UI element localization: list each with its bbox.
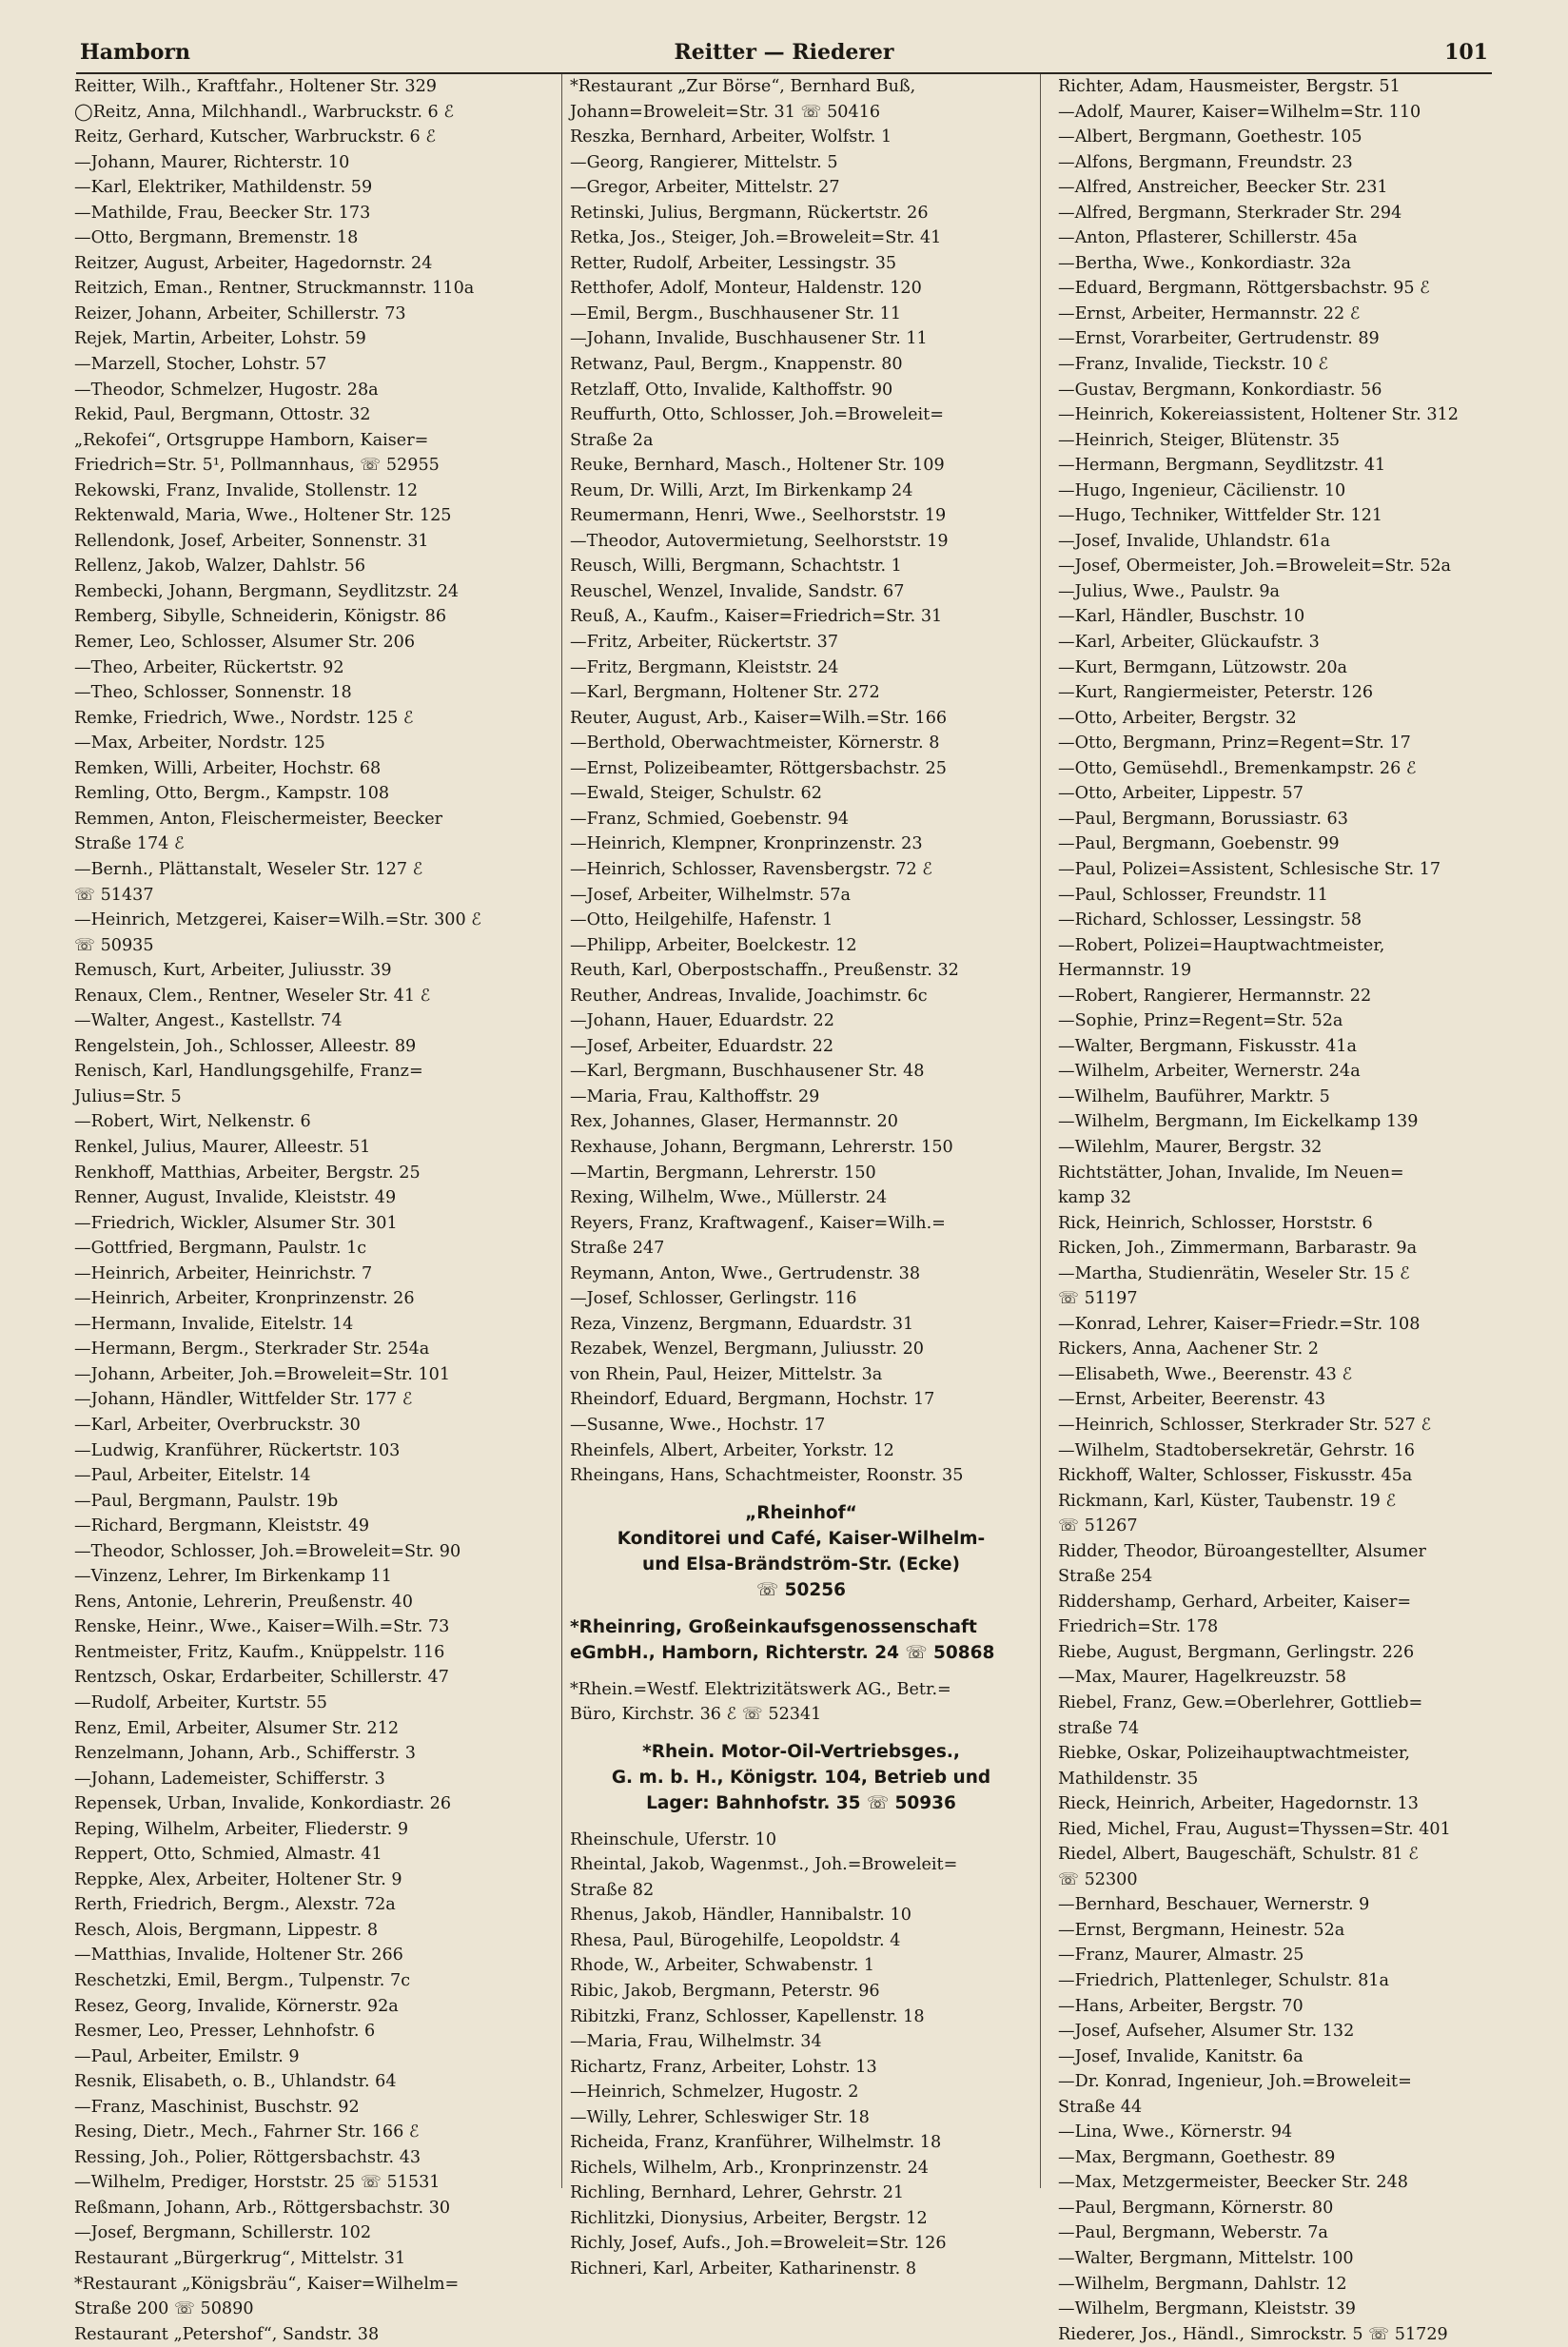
directory-entry: —Georg, Rangierer, Mittelstr. 5 (570, 152, 838, 172)
directory-entry: Reitter, Wilh., Kraftfahr., Holtener Str. 329 (74, 77, 438, 96)
directory-entry: Straße 200 ☏ 50890 (74, 2299, 254, 2319)
directory-entry: Retthofer, Adolf, Monteur, Haldenstr. 120 (570, 279, 922, 299)
advert-line: Konditorei und Café, Kaiser-Wilhelm- (617, 1528, 986, 1549)
directory-entry: —Heinrich, Klempner, Kronprinzenstr. 23 (570, 834, 923, 854)
directory-entry: —Ernst, Bergmann, Heinestr. 52a (1058, 1920, 1345, 1940)
directory-entry: —Karl, Arbeiter, Overbruckstr. 30 (74, 1415, 361, 1435)
directory-entry: Restaurant „Petershof“, Sandstr. 38 (74, 2324, 380, 2344)
directory-entry: Rhesa, Paul, Bürogehilfe, Leopoldstr. 4 (570, 1930, 901, 1950)
directory-entry: —Otto, Arbeiter, Bergstr. 32 (1058, 708, 1297, 728)
directory-entry: —Heinrich, Arbeiter, Kronprinzenstr. 26 (74, 1289, 415, 1309)
directory-entry: Richeida, Franz, Kranführer, Wilhelmstr. 18 (570, 2133, 942, 2153)
directory-entry: *Restaurant „Königsbräu“, Kaiser=Wilhelm= (74, 2274, 460, 2294)
directory-entry: —Walter, Bergmann, Fiskusstr. 41a (1058, 1036, 1357, 1056)
directory-entry: Rellendonk, Josef, Arbeiter, Sonnenstr. 31 (74, 531, 429, 551)
directory-entry: —Bernh., Plättanstalt, Weseler Str. 127 ℰ (74, 859, 423, 879)
directory-entry: Renkel, Julius, Maurer, Alleestr. 51 (74, 1137, 371, 1157)
directory-entry: Resnik, Elisabeth, o. B., Uhlandstr. 64 (74, 2072, 397, 2092)
directory-entry: —Josef, Arbeiter, Wilhelmstr. 57a (570, 885, 852, 905)
directory-entry: Richtstätter, Johan, Invalide, Im Neuen= (1058, 1163, 1404, 1183)
directory-entry: Reitzich, Eman., Rentner, Struckmannstr. 110a (74, 279, 475, 299)
directory-entry: —Max, Maurer, Hagelkreuzstr. 58 (1058, 1668, 1346, 1688)
directory-entry: Richter, Adam, Hausmeister, Bergstr. 51 (1058, 77, 1401, 96)
directory-entry: —Gregor, Arbeiter, Mittelstr. 27 (570, 178, 840, 198)
directory-entry: —Paul, Bergmann, Weberstr. 7a (1058, 2223, 1328, 2243)
directory-entry: Richels, Wilhelm, Arb., Kronprinzenstr. 24 (570, 2158, 930, 2178)
directory-entry: Reuffurth, Otto, Schlosser, Joh.=Broweleit= (570, 405, 944, 425)
directory-entry: —Heinrich, Schlosser, Sterkrader Str. 527 ℰ (1058, 1415, 1432, 1435)
directory-entry: Rezabek, Wenzel, Bergmann, Juliusstr. 20 (570, 1340, 925, 1359)
directory-entry: —Emil, Bergm., Buschhausener Str. 11 (570, 303, 902, 323)
directory-entry: —Gottfried, Bergmann, Paulstr. 1c (74, 1239, 367, 1259)
directory-entry: Renkhoff, Matthias, Arbeiter, Bergstr. 25 (74, 1163, 421, 1183)
directory-entry: Büro, Kirchstr. 36 ℰ ☏ 52341 (570, 1705, 822, 1725)
directory-entry: Renzelmann, Johann, Arb., Schifferstr. 3 (74, 1744, 416, 1764)
column-2-entries-mid (570, 1677, 1032, 1728)
directory-entry: —Wilhelm, Bergmann, Kleiststr. 39 (1058, 2299, 1356, 2319)
column-2 (561, 74, 1041, 2279)
directory-entry: Remke, Friedrich, Wwe., Nordstr. 125 ℰ (74, 708, 414, 728)
directory-entry: —Konrad, Lehrer, Kaiser=Friedr.=Str. 108 (1058, 1314, 1421, 1334)
directory-entry: —Johann, Maurer, Richterstr. 10 (74, 152, 350, 172)
directory-entry: Ribitzki, Franz, Schlosser, Kapellenstr. 18 (570, 2006, 925, 2026)
directory-entry: —Friedrich, Plattenleger, Schulstr. 81a (1058, 1971, 1389, 1991)
directory-entry: —Johann, Lademeister, Schifferstr. 3 (74, 1769, 385, 1789)
directory-entry: Retwanz, Paul, Bergm., Knappenstr. 80 (570, 355, 903, 375)
directory-entry: —Karl, Bergmann, Buschhausener Str. 48 (570, 1062, 925, 1082)
directory-entry: —Max, Bergmann, Goethestr. 89 (1058, 2147, 1336, 2167)
directory-entry: —Susanne, Wwe., Hochstr. 17 (570, 1415, 826, 1435)
directory-entry: Ressing, Joh., Polier, Röttgersbachstr. 43 (74, 2147, 421, 2167)
directory-entry: von Rhein, Paul, Heizer, Mittelstr. 3a (570, 1364, 883, 1384)
advert-line: *Rheinring, Großeinkaufsgenossenschaft (570, 1616, 977, 1637)
directory-entry: ☏ 51437 (74, 885, 154, 905)
directory-entry: Retka, Jos., Steiger, Joh.=Broweleit=Str. 41 (570, 228, 942, 248)
directory-entry: —Theodor, Schmelzer, Hugostr. 28a (74, 380, 379, 400)
directory-entry: —Paul, Arbeiter, Eitelstr. 14 (74, 1466, 311, 1486)
directory-entry: —Adolf, Maurer, Kaiser=Wilhelm=Str. 110 (1058, 102, 1421, 122)
directory-entry: ☏ 51197 (1058, 1289, 1138, 1309)
directory-entry: —Sophie, Prinz=Regent=Str. 52a (1058, 1011, 1343, 1031)
directory-entry: *Rhein.=Westf. Elektrizitätswerk AG., Betr.= (570, 1679, 951, 1699)
directory-entry: Retinski, Julius, Bergmann, Rückertstr. 26 (570, 203, 929, 223)
directory-entry: —Fritz, Arbeiter, Rückertstr. 37 (570, 633, 839, 653)
directory-entry: ☏ 52300 (1058, 1869, 1138, 1889)
column-3 (1058, 74, 1520, 2344)
directory-entry: Straße 82 (570, 1880, 655, 1900)
directory-entry: —Josef, Aufseher, Alsumer Str. 132 (1058, 2022, 1355, 2042)
directory-entry: Reuß, A., Kaufm., Kaiser=Friedrich=Str. 31 (570, 607, 943, 627)
directory-entry: Reszka, Bernhard, Arbeiter, Wolfstr. 1 (570, 127, 892, 147)
directory-entry: —Maria, Frau, Wilhelmstr. 34 (570, 2032, 822, 2052)
directory-entry: Richlitzki, Dionysius, Arbeiter, Bergstr. 12 (570, 2208, 928, 2228)
directory-entry: —Heinrich, Metzgerei, Kaiser=Wilh.=Str. 300 ℰ (74, 910, 481, 930)
directory-entry: Ricken, Joh., Zimmermann, Barbarastr. 9a (1058, 1239, 1418, 1259)
directory-entry: —Anton, Pflasterer, Schillerstr. 45a (1058, 228, 1358, 248)
directory-entry: Rekowski, Franz, Invalide, Stollenstr. 12 (74, 480, 419, 500)
directory-entry: —Wilehlm, Maurer, Bergstr. 32 (1058, 1137, 1323, 1157)
directory-entry: —Gustav, Bergmann, Konkordiastr. 56 (1058, 380, 1382, 400)
directory-entry: —Josef, Schlosser, Gerlingstr. 116 (570, 1289, 857, 1309)
directory-entry: —Heinrich, Schlosser, Ravensbergstr. 72 ℰ (570, 859, 932, 879)
directory-entry: Rickers, Anna, Aachener Str. 2 (1058, 1340, 1319, 1359)
directory-entry: —Alfred, Anstreicher, Beecker Str. 231 (1058, 178, 1388, 198)
directory-entry: —Dr. Konrad, Ingenieur, Joh.=Broweleit= (1058, 2072, 1412, 2092)
directory-entry: „Rekofei“, Ortsgruppe Hamborn, Kaiser= (74, 430, 429, 450)
directory-entry: Ribic, Jakob, Bergmann, Peterstr. 96 (570, 1982, 880, 2001)
directory-entry: Resez, Georg, Invalide, Körnerstr. 92a (74, 1996, 399, 2016)
directory-entry: —Robert, Polizei=Hauptwachtmeister, (1058, 935, 1385, 955)
directory-entry: Julius=Str. 5 (74, 1086, 182, 1106)
directory-entry: —Johann, Arbeiter, Joh.=Broweleit=Str. 101 (74, 1364, 451, 1384)
directory-entry: —Josef, Arbeiter, Eduardstr. 22 (570, 1036, 834, 1056)
advert-rheinring (570, 1614, 1032, 1666)
directory-entry: —Hugo, Ingenieur, Cäcilienstr. 10 (1058, 480, 1346, 500)
directory-entry: Mathildenstr. 35 (1058, 1769, 1199, 1789)
directory-entry: Riebke, Oskar, Polizeihauptwachtmeister, (1058, 1744, 1410, 1764)
directory-entry: —Heinrich, Steiger, Blütenstr. 35 (1058, 430, 1341, 450)
directory-entry: Reuth, Karl, Oberpostschaffn., Preußenstr. 32 (570, 961, 959, 981)
directory-entry: —Karl, Arbeiter, Glückaufstr. 3 (1058, 633, 1320, 653)
directory-entry: —Robert, Wirt, Nelkenstr. 6 (74, 1112, 311, 1132)
directory-entry: —Alfred, Bergmann, Sterkrader Str. 294 (1058, 203, 1402, 223)
directory-entry: Reppke, Alex, Arbeiter, Holtener Str. 9 (74, 1869, 402, 1889)
directory-entry: Reizer, Johann, Arbeiter, Schillerstr. 73 (74, 303, 406, 323)
directory-entry: Restaurant „Bürgerkrug“, Mittelstr. 31 (74, 2249, 406, 2269)
directory-entry: —Franz, Maurer, Almastr. 25 (1058, 1946, 1304, 1966)
advert-line: ☏ 50256 (756, 1579, 846, 1600)
directory-entry: —Martha, Studienrätin, Weseler Str. 15 ℰ (1058, 1263, 1410, 1283)
directory-entry: Riedel, Albert, Baugeschäft, Schulstr. 81 ℰ (1058, 1845, 1419, 1865)
advert-line: Lager: Bahnhofstr. 35 ☏ 50936 (646, 1792, 956, 1813)
directory-entry: Riebe, August, Bergmann, Gerlingstr. 226 (1058, 1642, 1415, 1662)
column-2-entries-top (570, 74, 1032, 1489)
directory-entry: Rembecki, Johann, Bergmann, Seydlitzstr. 24 (74, 581, 460, 601)
directory-entry: Rhenus, Jakob, Händler, Hannibalstr. 10 (570, 1906, 911, 1926)
directory-entry: —Matthias, Invalide, Holtener Str. 266 (74, 1946, 403, 1966)
directory-entry: —Kurt, Rangiermeister, Peterstr. 126 (1058, 683, 1374, 703)
directory-entry: —Albert, Bergmann, Goethestr. 105 (1058, 127, 1362, 147)
directory-entry: —Max, Metzgermeister, Beecker Str. 248 (1058, 2173, 1408, 2193)
directory-entry: Johann=Broweleit=Str. 31 ☏ 50416 (570, 102, 881, 122)
directory-entry: —Walter, Angest., Kastellstr. 74 (74, 1011, 343, 1031)
directory-entry: —Paul, Bergmann, Körnerstr. 80 (1058, 2198, 1334, 2218)
directory-entry: —Hermann, Invalide, Eitelstr. 14 (74, 1314, 354, 1334)
page-header (76, 38, 1492, 74)
directory-entry: Riederer, Jos., Händl., Simrockstr. 5 ☏ 51729 (1058, 2324, 1448, 2344)
directory-entry: —Heinrich, Arbeiter, Heinrichstr. 7 (74, 1263, 373, 1283)
directory-entry: Rheingans, Hans, Schachtmeister, Roonstr. 35 (570, 1466, 964, 1486)
directory-entry: —Heinrich, Schmelzer, Hugostr. 2 (570, 2083, 859, 2103)
directory-entry: —Ewald, Steiger, Schulstr. 62 (570, 784, 822, 804)
directory-entry: Retter, Rudolf, Arbeiter, Lessingstr. 35 (570, 253, 897, 273)
directory-entry: —Hugo, Techniker, Wittfelder Str. 121 (1058, 506, 1383, 526)
directory-entry: Reppert, Otto, Schmied, Almastr. 41 (74, 1845, 382, 1865)
directory-entry: Reuther, Andreas, Invalide, Joachimstr. 6c (570, 986, 928, 1006)
directory-entry: Richneri, Karl, Arbeiter, Katharinenstr. 8 (570, 2259, 917, 2279)
directory-entry: —Rudolf, Arbeiter, Kurtstr. 55 (74, 1693, 328, 1712)
directory-entry: Reuter, August, Arb., Kaiser=Wilh.=Str. 166 (570, 708, 948, 728)
directory-entry: —Eduard, Bergmann, Röttgersbachstr. 95 ℰ (1058, 279, 1430, 299)
directory-entry: Straße 247 (570, 1239, 665, 1259)
directory-entry: Riebel, Franz, Gew.=Oberlehrer, Gottlieb= (1058, 1693, 1423, 1712)
directory-entry: Rheinfels, Albert, Arbeiter, Yorkstr. 12 (570, 1440, 894, 1460)
directory-entry: —Ernst, Vorarbeiter, Gertrudenstr. 89 (1058, 329, 1380, 349)
advert-line: eGmbH., Hamborn, Richterstr. 24 ☏ 50868 (570, 1642, 995, 1663)
directory-entry: Straße 174 ℰ (74, 834, 185, 854)
directory-entry: —Otto, Bergmann, Prinz=Regent=Str. 17 (1058, 733, 1411, 753)
column-1 (74, 74, 550, 2344)
directory-entry: —Bertha, Wwe., Konkordiastr. 32a (1058, 253, 1352, 273)
directory-entry: —Otto, Bergmann, Bremenstr. 18 (74, 228, 359, 248)
directory-entry: Renske, Heinr., Wwe., Kaiser=Wilh.=Str. 73 (74, 1617, 450, 1637)
directory-entry: Rellenz, Jakob, Walzer, Dahlstr. 56 (74, 557, 366, 577)
directory-entry: —Karl, Elektriker, Mathildenstr. 59 (74, 178, 373, 198)
directory-entry: Reuschel, Wenzel, Invalide, Sandstr. 67 (570, 581, 905, 601)
directory-entry: —Julius, Wwe., Paulstr. 9a (1058, 581, 1281, 601)
directory-entry: Ridder, Theodor, Büroangestellter, Alsumer (1058, 1541, 1426, 1561)
header-range: Reitter — Riederer (674, 40, 894, 65)
directory-entry: —Walter, Bergmann, Mittelstr. 100 (1058, 2249, 1354, 2269)
directory-entry: Reitzer, August, Arbeiter, Hagedornstr. 24 (74, 253, 433, 273)
directory-entry: —Karl, Bergmann, Holtener Str. 272 (570, 683, 880, 703)
directory-entry: Reitz, Gerhard, Kutscher, Warbruckstr. 6 ℰ (74, 127, 436, 147)
directory-entry: Remberg, Sibylle, Schneiderin, Königstr. 86 (74, 607, 447, 627)
advert-line: G. m. b. H., Königstr. 104, Betrieb und (611, 1767, 991, 1788)
directory-entry: Rickmann, Karl, Küster, Taubenstr. 19 ℰ (1058, 1491, 1397, 1511)
directory-entry: —Ludwig, Kranführer, Rückertstr. 103 (74, 1440, 401, 1460)
directory-entry: —Josef, Invalide, Uhlandstr. 61a (1058, 531, 1331, 551)
directory-entry: Reschetzki, Emil, Bergm., Tulpenstr. 7c (74, 1971, 411, 1991)
directory-entry: —Lina, Wwe., Körnerstr. 94 (1058, 2122, 1293, 2142)
directory-entry: Rejek, Martin, Arbeiter, Lohstr. 59 (74, 329, 366, 349)
directory-entry: —Mathilde, Frau, Beecker Str. 173 (74, 203, 371, 223)
header-place: Hamborn (80, 40, 190, 65)
directory-entry: Reusch, Willi, Bergmann, Schachtstr. 1 (570, 557, 902, 577)
directory-entry: Hermannstr. 19 (1058, 961, 1192, 981)
directory-entry: Rex, Johannes, Glaser, Hermannstr. 20 (570, 1112, 898, 1132)
directory-entry: Renz, Emil, Arbeiter, Alsumer Str. 212 (74, 1718, 400, 1738)
directory-entry: Reyers, Franz, Kraftwagenf., Kaiser=Wilh.= (570, 1213, 946, 1233)
directory-entry: Rens, Antonie, Lehrerin, Preußenstr. 40 (74, 1592, 413, 1612)
directory-entry: —Otto, Arbeiter, Lippestr. 57 (1058, 784, 1303, 804)
directory-entry: Reza, Vinzenz, Bergmann, Eduardstr. 31 (570, 1314, 914, 1334)
directory-entry: Rentzsch, Oskar, Erdarbeiter, Schillerstr. 47 (74, 1668, 449, 1688)
directory-entry: —Hermann, Bergmann, Seydlitzstr. 41 (1058, 456, 1386, 476)
directory-entry: —Vinzenz, Lehrer, Im Birkenkamp 11 (74, 1567, 392, 1587)
directory-entry: Straße 44 (1058, 2097, 1143, 2117)
directory-entry: Reßmann, Johann, Arb., Röttgersbachstr. 30 (74, 2198, 451, 2218)
advert-line: *Rhein. Motor-Oil-Vertriebsges., (642, 1741, 960, 1762)
directory-entry: Straße 2a (570, 430, 654, 450)
directory-entry: Remmen, Anton, Fleischermeister, Beecker (74, 809, 443, 829)
directory-entry: —Ernst, Arbeiter, Hermannstr. 22 ℰ (1058, 303, 1361, 323)
directory-entry: Remken, Willi, Arbeiter, Hochstr. 68 (74, 758, 382, 778)
directory-entry: —Wilhelm, Stadtobersekretär, Gehrstr. 16 (1058, 1440, 1415, 1460)
directory-entry: —Martin, Bergmann, Lehrerstr. 150 (570, 1163, 876, 1183)
directory-entry: Rheintal, Jakob, Wagenmst., Joh.=Broweleit= (570, 1855, 958, 1875)
directory-entry: Rexhause, Johann, Bergmann, Lehrerstr. 150 (570, 1137, 953, 1157)
directory-entry: Richling, Bernhard, Lehrer, Gehrstr. 21 (570, 2183, 905, 2203)
directory-entry: Rheindorf, Eduard, Bergmann, Hochstr. 17 (570, 1390, 935, 1410)
directory-entry: Remer, Leo, Schlosser, Alsumer Str. 206 (74, 633, 416, 653)
directory-entry: —Paul, Bergmann, Borussiastr. 63 (1058, 809, 1348, 829)
directory-entry: —Theo, Schlosser, Sonnenstr. 18 (74, 683, 352, 703)
directory-entry: —Richard, Schlosser, Lessingstr. 58 (1058, 910, 1362, 930)
directory-entry: —Bernhard, Beschauer, Wernerstr. 9 (1058, 1895, 1370, 1915)
directory-entry: —Elisabeth, Wwe., Beerenstr. 43 ℰ (1058, 1364, 1353, 1384)
directory-entry: Rektenwald, Maria, Wwe., Holtener Str. 125 (74, 506, 452, 526)
directory-entry: —Friedrich, Wickler, Alsumer Str. 301 (74, 1213, 398, 1233)
advert-line: und Elsa-Brändström-Str. (Ecke) (642, 1554, 960, 1574)
directory-entry: —Paul, Bergmann, Paulstr. 19b (74, 1491, 339, 1511)
directory-entry: Rentmeister, Fritz, Kaufm., Knüppelstr. 116 (74, 1642, 445, 1662)
directory-entry: Reymann, Anton, Wwe., Gertrudenstr. 38 (570, 1263, 921, 1283)
directory-entry: —Philipp, Arbeiter, Boelckestr. 12 (570, 935, 857, 955)
directory-entry: —Marzell, Stocher, Lohstr. 57 (74, 355, 327, 375)
directory-entry: —Berthold, Oberwachtmeister, Körnerstr. 8 (570, 733, 940, 753)
advert-rheinhof (570, 1500, 1032, 1603)
directory-entry: Rerth, Friedrich, Bergm., Alexstr. 72a (74, 1895, 396, 1915)
directory-entry: —Ernst, Arbeiter, Beerenstr. 43 (1058, 1390, 1326, 1410)
directory-entry: Riddershamp, Gerhard, Arbeiter, Kaiser= (1058, 1592, 1412, 1612)
directory-entry: Repensek, Urban, Invalide, Konkordiastr. 26 (74, 1794, 452, 1814)
directory-entry: —Maria, Frau, Kalthoffstr. 29 (570, 1086, 820, 1106)
directory-entry: Reuke, Bernhard, Masch., Holtener Str. 109 (570, 456, 945, 476)
directory-entry: —Franz, Maschinist, Buschstr. 92 (74, 2097, 360, 2117)
directory-entry: —Wilhelm, Bergmann, Im Eickelkamp 139 (1058, 1112, 1419, 1132)
column-2-entries-bottom (570, 1828, 1032, 2282)
directory-entry: —Paul, Polizei=Assistent, Schlesische Str. 17 (1058, 859, 1441, 879)
directory-entry: —Josef, Bergmann, Schillerstr. 102 (74, 2223, 372, 2243)
directory-entry: —Ernst, Polizeibeamter, Röttgersbachstr. 25 (570, 758, 947, 778)
directory-entry: Ried, Michel, Frau, August=Thyssen=Str. 401 (1058, 1819, 1451, 1839)
directory-entry: —Hermann, Bergm., Sterkrader Str. 254a (74, 1340, 430, 1359)
directory-entry: Rieck, Heinrich, Arbeiter, Hagedornstr. 13 (1058, 1794, 1419, 1814)
directory-entry: —Paul, Bergmann, Goebenstr. 99 (1058, 834, 1340, 854)
directory-entry: —Hans, Arbeiter, Bergstr. 70 (1058, 1996, 1303, 2016)
directory-entry: —Richard, Bergmann, Kleiststr. 49 (74, 1516, 370, 1536)
directory-entry: —Theo, Arbeiter, Rückertstr. 92 (74, 657, 344, 677)
directory-entry: Rengelstein, Joh., Schlosser, Alleestr. 89 (74, 1036, 417, 1056)
directory-entry: ☏ 50935 (74, 935, 154, 955)
directory-entry: —Wilhelm, Bergmann, Dahlstr. 12 (1058, 2274, 1347, 2294)
advert-motor-oil (570, 1739, 1032, 1816)
directory-entry: straße 74 (1058, 1718, 1140, 1738)
directory-entry: —Heinrich, Kokereiassistent, Holtener Str. 312 (1058, 405, 1459, 425)
directory-entry: Resing, Dietr., Mech., Fahrner Str. 166 ℰ (74, 2122, 420, 2142)
directory-entry: Retzlaff, Otto, Invalide, Kalthoffstr. 90 (570, 380, 893, 400)
directory-entry: Remusch, Kurt, Arbeiter, Juliusstr. 39 (74, 961, 392, 981)
directory-entry: Richly, Josef, Aufs., Joh.=Broweleit=Str. 126 (570, 2234, 947, 2254)
directory-entry: Richartz, Franz, Arbeiter, Lohstr. 13 (570, 2057, 877, 2077)
directory-entry: —Willy, Lehrer, Schleswiger Str. 18 (570, 2107, 870, 2127)
directory-entry: —Kurt, Bermgann, Lützowstr. 20a (1058, 657, 1348, 677)
directory-entry: —Otto, Gemüsehdl., Bremenkampstr. 26 ℰ (1058, 758, 1417, 778)
directory-entry: *Restaurant „Zur Börse“, Bernhard Buß, (570, 77, 916, 96)
directory-entry: Friedrich=Str. 5¹, Pollmannhaus, ☏ 52955 (74, 456, 440, 476)
directory-entry: —Johann, Invalide, Buschhausener Str. 11 (570, 329, 928, 349)
directory-entry: —Wilhelm, Prediger, Horststr. 25 ☏ 51531 (74, 2173, 441, 2193)
directory-entry: —Franz, Schmied, Goebenstr. 94 (570, 809, 850, 829)
directory-entry: Rickhoff, Walter, Schlosser, Fiskusstr. 45a (1058, 1466, 1413, 1486)
directory-entry: —Theodor, Autovermietung, Seelhorststr. 19 (570, 531, 949, 551)
directory-entry: —Johann, Hauer, Eduardstr. 22 (570, 1011, 834, 1031)
directory-entry: —Franz, Invalide, Tieckstr. 10 ℰ (1058, 355, 1328, 375)
directory-entry: —Johann, Händler, Wittfelder Str. 177 ℰ (74, 1390, 413, 1410)
directory-entry: Friedrich=Str. 178 (1058, 1617, 1219, 1637)
directory-entry: Resch, Alois, Bergmann, Lippestr. 8 (74, 1920, 379, 1940)
directory-entry: Reum, Dr. Willi, Arzt, Im Birkenkamp 24 (570, 480, 913, 500)
directory-entry: Rekid, Paul, Bergmann, Ottostr. 32 (74, 405, 371, 425)
directory-entry: Rick, Heinrich, Schlosser, Horststr. 6 (1058, 1213, 1373, 1233)
directory-entry: —Paul, Schlosser, Freundstr. 11 (1058, 885, 1328, 905)
directory-entry: Remling, Otto, Bergm., Kampstr. 108 (74, 784, 390, 804)
directory-entry: Reumermann, Henri, Wwe., Seelhorststr. 19 (570, 506, 947, 526)
directory-entry: Straße 254 (1058, 1567, 1153, 1587)
directory-entry: Renaux, Clem., Rentner, Weseler Str. 41 ℰ (74, 986, 431, 1006)
page-number: 101 (1444, 40, 1488, 65)
directory-entry: Rexing, Wilhelm, Wwe., Müllerstr. 24 (570, 1188, 888, 1208)
directory-entry: —Paul, Arbeiter, Emilstr. 9 (74, 2046, 300, 2066)
directory-entry: kamp 32 (1058, 1188, 1132, 1208)
directory-entry: —Theodor, Schlosser, Joh.=Broweleit=Str. 90 (74, 1541, 461, 1561)
directory-entry: —Max, Arbeiter, Nordstr. 125 (74, 733, 325, 753)
directory-entry: —Josef, Invalide, Kanitstr. 6a (1058, 2046, 1303, 2066)
directory-entry: Renisch, Karl, Handlungsgehilfe, Franz= (74, 1062, 423, 1082)
directory-entry: —Josef, Obermeister, Joh.=Broweleit=Str. 52a (1058, 557, 1452, 577)
advert-line: „Rheinhof“ (745, 1502, 857, 1523)
directory-entry: —Wilhelm, Arbeiter, Wernerstr. 24a (1058, 1062, 1361, 1082)
directory-entry: Rhode, W., Arbeiter, Schwabenstr. 1 (570, 1956, 875, 1976)
directory-entry: —Karl, Händler, Buschstr. 10 (1058, 607, 1305, 627)
directory-entry: —Otto, Heilgehilfe, Hafenstr. 1 (570, 910, 833, 930)
directory-entry: Renner, August, Invalide, Kleiststr. 49 (74, 1188, 397, 1208)
directory-entry: —Fritz, Bergmann, Kleiststr. 24 (570, 657, 839, 677)
directory-entry: Resmer, Leo, Presser, Lehnhofstr. 6 (74, 2022, 376, 2042)
directory-entry: ◯Reitz, Anna, Milchhandl., Warbruckstr. 6 ℰ (74, 102, 454, 122)
directory-entry: Reping, Wilhelm, Arbeiter, Fliederstr. 9 (74, 1819, 409, 1839)
directory-entry: ☏ 51267 (1058, 1516, 1138, 1536)
directory-entry: —Alfons, Bergmann, Freundstr. 23 (1058, 152, 1353, 172)
directory-entry: —Wilhelm, Bauführer, Marktr. 5 (1058, 1086, 1330, 1106)
directory-entry: Rheinschule, Uferstr. 10 (570, 1829, 777, 1849)
directory-entry: —Robert, Rangierer, Hermannstr. 22 (1058, 986, 1372, 1006)
